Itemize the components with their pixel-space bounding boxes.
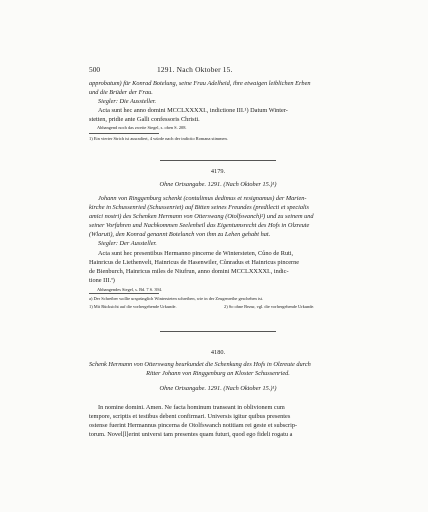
- footnote-seal: Abhangend noch das zweite Siegel, s. oben S. 208.: [97, 125, 187, 131]
- top-continuation-block: [89, 79, 347, 142]
- footnote-seal: Abhangendes Siegel, s. Bd. 7 S. 394.: [97, 286, 163, 292]
- acta-line: de Bienburch, Hainricus miles de Niufrun, anno domini MCCLXXXXI., indic-: [89, 267, 289, 275]
- regest-line: approbatum) für Konrad Botelung, seine Frau Adelheid, ihre etwaigen leiblichen Erben: [89, 80, 311, 87]
- acta-line: Acta sunt hec presentibus Hermanno pincerne de Wintersteten, Cůno de Ruti,: [98, 249, 294, 257]
- section-divider: [160, 160, 276, 161]
- document-subtitle: Ohne Ortsangabe. 1291. (Nach Oktober 15.)¹): [159, 385, 277, 392]
- footnote: 1) Mit Rücksicht auf die vorhergehende Urkunde.: [89, 303, 177, 309]
- page-header: [89, 65, 347, 77]
- footnote: 2) So ohne Bezur, vgl. die vorhergehende Urkunde.: [224, 303, 315, 309]
- acta-line: stetten, pridie ante Galli confessoris Christi.: [89, 116, 200, 124]
- document-4179-body: [89, 194, 347, 310]
- page-number: 500: [89, 65, 101, 74]
- footnote-divider: [89, 133, 159, 134]
- footnote: 1) Ein vierter Strich ist ausradiert, 4 würde nach der indictio Romana stimmen.: [89, 135, 228, 141]
- document-subtitle: Ohne Ortsangabe. 1291. (Nach Oktober 15.)¹): [159, 181, 277, 188]
- text-line: ostense fuerint Hermannus pincerna de Otolfswanch notitiam rei geste et subscrip-: [89, 422, 298, 430]
- running-head: 1291. Nach Oktober 15.: [157, 65, 233, 74]
- regest-line: und die Brüder der Frau.: [89, 89, 153, 97]
- siegler-line: Siegler: Die Aussteller.: [98, 98, 157, 106]
- regest-line: kirche in Schussenried (Schussenriet) auf Bitten seines Freundes (predilecti et specialis: [89, 204, 309, 212]
- regest-line: Johann von Ringgenburg schenkt (contulimus dedimus et resignamus) der Marien-: [98, 195, 307, 202]
- section-divider: [160, 331, 276, 332]
- document-number: 4180.: [210, 349, 226, 356]
- footnote-divider: [89, 293, 159, 294]
- document-4180-body: [89, 403, 347, 439]
- regest-line: Schenk Hermann von Otterswang beurkundet die Schenkung des Hofs in Olzreute durch: [89, 361, 311, 368]
- text-line: In nomine domini. Amen. Ne facta hominum transeant in oblivionem cum: [98, 404, 285, 411]
- text-line: tempore, scriptis et testibus debent confirmari. Universis igitur quibus presentes: [89, 413, 291, 421]
- document-4180-regest: [89, 360, 347, 378]
- regest-line: Ritter Johann von Ringgenburg an Kloster Schussenried.: [146, 370, 290, 378]
- footnote: a) Der Schreiber wollte ursprünglich Wintersteten schreiben, wie in der Zeugenreihe geschehen ist.: [89, 296, 264, 302]
- document-number: 4179.: [210, 168, 226, 175]
- siegler-line: Siegler: Der Aussteller.: [98, 240, 157, 248]
- text-line: torum. Novel[l]erint universi tam presentes quam futuri, quod ego fideli rogatu a: [89, 431, 293, 439]
- acta-line: Acta sunt hec anno domini MCCLXXXXI., indictione III.¹) Datum Winter-: [98, 107, 288, 115]
- acta-line: tione III.ª): [89, 276, 115, 284]
- regest-line: seiner Vorfahren und Nachkommen Seelenheil das Eigentumsrecht des Hofs in Olzreute: [89, 222, 310, 230]
- regest-line: (Wlaruti), den Konrad genannt Botelunch von ihm zu Lehen gehabt hat.: [89, 231, 271, 239]
- acta-line: Hainricus de Liethenvelt, Hainricus de Hasenwiler, Cůnradus et Hainricus pincerne: [89, 258, 300, 266]
- regest-line: amici nostri) des Schenken Hermann von Otterswang (Otolfswanch)²) und zu seinem und: [89, 213, 314, 221]
